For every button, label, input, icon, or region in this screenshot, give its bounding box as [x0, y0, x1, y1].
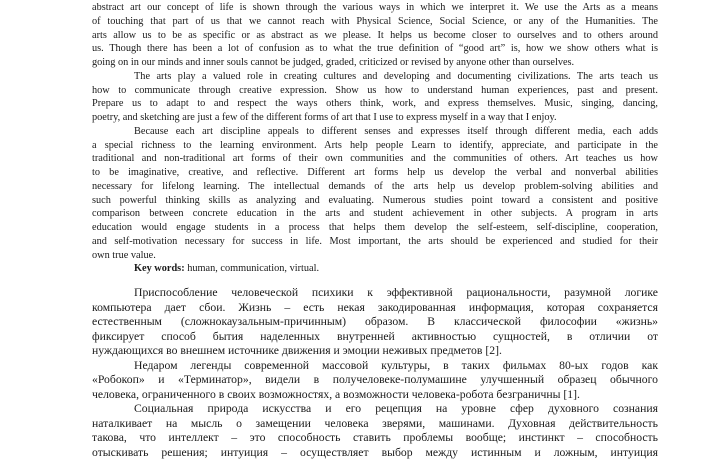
- keywords-value: human, communication, virtual.: [184, 263, 320, 275]
- text-line: and self-motivation necessary for success in life. Most important, the arts should be experienced and studied for their: [92, 235, 658, 247]
- text-line: traditional and non-traditional art forms of their own communities and the communities of others. Art teaches us how: [92, 153, 658, 165]
- text-line: how to communicate through creative expression. Show us how to understand human experiences, past and present.: [92, 84, 658, 96]
- text-line: education would engage students in a process that helps them develop the self-esteem, self-discipline, cooperation,: [92, 222, 658, 233]
- keywords-line: [92, 262, 658, 276]
- paragraph: [92, 359, 658, 403]
- text-line: arts allow us to be as specific or as abstract as we please. It helps us become closer to ourselves and to others around: [92, 29, 658, 41]
- text-line: Социальная природа искусства и его рецепция на уровне сфер духовного сознания: [134, 402, 658, 415]
- text-line: such powerful thinking skills as analyzing and evaluating. Numerous studies point toward a consistent and positive: [92, 194, 658, 206]
- text-line: The arts play a valued role in creating cultures and developing and documenting civilizations. The arts teach us: [134, 70, 658, 82]
- text-line: «Робокоп» и «Терминатор», видели в получеловеке-полумашине улучшенный образец обычного: [92, 373, 658, 386]
- paragraph: [92, 70, 658, 125]
- paragraph: [92, 1, 658, 70]
- english-paragraphs: [92, 1, 658, 262]
- keywords-label: Key words:: [134, 263, 185, 275]
- text-line: наталкивает на мысль о замещении человека зверями, машинами. Духовная действительность: [92, 416, 658, 430]
- text-line: abstract art our concept of life is shown through the various ways in which we interpret it. We use the Arts as a means: [92, 2, 658, 13]
- text-line: going on in our minds and inner souls cannot be judged, graded, criticized or revised by anyone other than ourselves.: [92, 57, 575, 68]
- text-line: нуждающихся во внешнем источнике движения и эмоции неживых предметов [2].: [92, 344, 502, 357]
- text-line: poetry, and sketching are just a few of the different forms of art that I use to express myself in a way that I enjoy.: [92, 112, 557, 123]
- russian-paragraphs: [92, 286, 658, 460]
- paragraph: [92, 402, 658, 460]
- paragraph: [92, 125, 658, 263]
- text-line: человека, ограниченного в своих возможностях, а возможности человека-робота безграничны [1].: [92, 387, 580, 401]
- english-abstract-section: [92, 1, 658, 276]
- text-line: us. Though there has been a lot of confusion as to what the true definition of “good art” is, how we show others what is: [92, 43, 658, 55]
- text-line: отыскивать решения; интуиция – осуществляет выбор между истинным и ложным, интуиция: [92, 445, 658, 459]
- text-line: такова, что интеллект – это способность ставить проблемы вообще; инстинкт – способность: [92, 431, 658, 444]
- text-line: Because each art discipline appeals to different senses and expresses itself through different media, each adds: [134, 125, 658, 137]
- text-line: own true value.: [92, 249, 156, 261]
- text-line: comparison between concrete education in the arts and student achievement in other subjects. A program in arts: [92, 208, 658, 220]
- text-line: Недаром легенды современной массовой культуры, в таких фильмах 80-ых годов как: [134, 358, 658, 372]
- russian-body-section: [92, 286, 658, 460]
- text-line: фиксирует способ бытия наделенных внутренней активностью сущностей, в отличии от: [92, 329, 658, 343]
- text-line: естественным (сложнокаузальным-причинным) образом. В классической философии «жизнь»: [92, 315, 658, 328]
- text-line: Приспособление человеческой психики к эффективной рациональности, разумной логике: [134, 286, 658, 299]
- text-line: компьютера дает сбои. Жизнь – есть некая закодированная информация, которая сохраняется: [92, 300, 658, 314]
- text-line: to be imaginative, creative, and reflective. Different art forms help us develop the verbal and nonverbal abilities: [92, 167, 658, 178]
- text-line: necessary for lifelong learning. The intellectual demands of the arts help us develop problem-solving abilities and: [92, 180, 658, 192]
- text-line: Prepare us to adapt to and respect the ways others think, work, and express themselves. Music, singing, dancing,: [92, 98, 658, 110]
- text-line: of touching that part of us that we cannot reach with Physical Science, Social Science, or any of the Humanities. The: [92, 15, 658, 27]
- text-line: a special richness to the learning environment. Arts help people Learn to identify, appreciate, and participate in the: [92, 139, 658, 151]
- text-block: [92, 1, 658, 460]
- paragraph: [92, 286, 658, 359]
